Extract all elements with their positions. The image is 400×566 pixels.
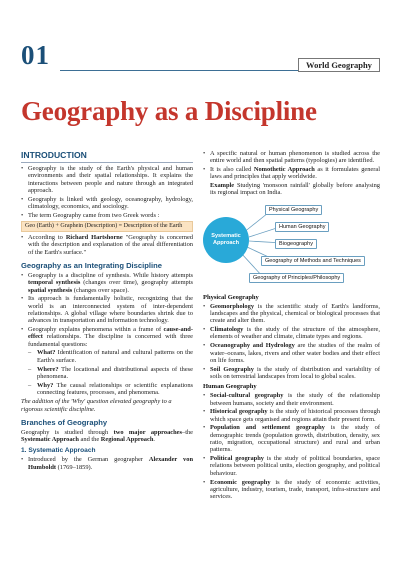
question-item xyxy=(21,366,193,381)
list-item xyxy=(203,392,380,407)
human-list xyxy=(203,392,380,500)
text: is the scientific study of Earth's landforms, landscapes and the physical, chemical or biological processes that create and alter them. xyxy=(210,302,380,325)
example-text xyxy=(210,182,380,197)
text: . xyxy=(153,436,155,444)
text: (1769–1859). xyxy=(56,463,93,471)
text: is the study of historical processes through which space gets organised and regions attain their present form. xyxy=(210,408,380,423)
list-item xyxy=(203,455,380,477)
list-item xyxy=(203,303,380,325)
term: Oceanography and Hydrology xyxy=(210,342,295,350)
text: Geography is studied through xyxy=(21,428,114,436)
chapter-title: Geography as a Discipline xyxy=(21,96,317,126)
term: Systematic Approach xyxy=(21,436,79,444)
term: Economic geography xyxy=(210,478,271,486)
intro-rule xyxy=(21,162,193,163)
text: –the xyxy=(182,428,194,436)
text: Studying 'monsoon rainfall' globally before analysing its regional impact on India. xyxy=(210,182,380,197)
branches-intro xyxy=(21,429,193,444)
list-item xyxy=(21,456,193,471)
term: Social-cultural geography xyxy=(210,392,284,400)
list-item: • Geography is the study of the Earth's physical and human environments and their spatial relationships. It explains the interactions between people and nature through an integrated approach. xyxy=(21,165,193,194)
physical-heading: Physical Geography xyxy=(203,293,259,301)
term: Soil Geography xyxy=(210,365,254,373)
term: cause-and-effect xyxy=(28,326,193,341)
list-item xyxy=(21,326,193,348)
text: "Geography is concerned with the description and explanation of the areal differentiation of the Earth's surface." xyxy=(28,234,194,256)
hartshorne-name: Richard Hartshorne xyxy=(65,234,123,242)
text: is the study of distribution and variability of soils on terrestrial landscapes from local to global scales. xyxy=(210,365,380,380)
text: It is also called xyxy=(210,166,254,174)
question-item xyxy=(21,349,193,364)
approach-list xyxy=(203,150,380,181)
diagram-node: Human Geography xyxy=(275,222,329,232)
text: Identification of natural and cultural patterns on the Earth's surface. xyxy=(37,349,193,364)
list-item xyxy=(203,366,380,381)
list-item xyxy=(21,234,193,256)
list-item xyxy=(203,408,380,423)
term: spatial synthesis xyxy=(28,286,73,294)
list-item xyxy=(21,272,193,294)
text: is the study of political boundaries, space relations between political units, election geography, and political behaviour. xyxy=(210,455,380,477)
term: Nomothetic Approach xyxy=(253,166,315,174)
left-column xyxy=(21,150,193,473)
text: and the xyxy=(78,436,101,444)
text: is the study of the relationship between humans, society and their environment. xyxy=(210,392,380,407)
diagram-node: Geography of Principles/Philosophy xyxy=(249,273,344,283)
term: Regional Approach xyxy=(100,436,154,444)
question-label: What? xyxy=(37,349,56,357)
right-column xyxy=(203,150,380,502)
chapter-number: 01 xyxy=(21,40,50,70)
note-text: The addition of the 'Why' question elevated geography to a rigorous scientific discipline. xyxy=(21,398,172,413)
text: is the study of demographic trends (population growth, distribution, density, sex ratio, migration, occupational structure) and rural and urban patterns. xyxy=(210,424,380,454)
diagram-node: Physical Geography xyxy=(265,205,322,215)
text: relationships. The discipline is concerned with three fundamental questions: xyxy=(28,333,193,348)
text: According to xyxy=(28,234,66,242)
diagram-node: Biogeography xyxy=(275,239,317,249)
text: Geography is a discipline of synthesis. While history attempts xyxy=(28,271,193,279)
question-item xyxy=(21,382,193,397)
example-label: Example xyxy=(210,182,235,190)
integrating-list xyxy=(21,272,193,396)
term: two major approaches xyxy=(113,428,182,436)
question-label: Why? xyxy=(37,381,54,389)
subject-label: World Geography xyxy=(298,58,380,72)
list-item xyxy=(203,479,380,501)
systematic-subheading: 1. Systematic Approach xyxy=(21,447,96,455)
intro-heading: INTRODUCTION xyxy=(21,150,87,160)
text: The locational and distributional aspects of these phenomena. xyxy=(37,365,193,380)
text: (changes over space). xyxy=(72,286,129,294)
text: Geography explains phenomena within a frame of xyxy=(28,326,164,334)
text: are the studies of the realm of water–oceans, lakes, rivers and other water bodies and their effect on life forms. xyxy=(210,342,381,364)
term: Geomorphology xyxy=(210,302,255,310)
greek-words-box: Geo (Earth) + Graphein (Description) = Description of the Earth xyxy=(21,221,193,232)
list-item xyxy=(203,166,380,181)
systematic-approach-diagram xyxy=(203,201,380,291)
term: Political geography xyxy=(210,455,264,463)
term: Alexander von Humboldt xyxy=(28,456,193,471)
text: is the study of economic activities, agriculture, industry, tourism, trade, transport, infra-structure and services. xyxy=(210,478,380,501)
text: is the study of the structure of the atmosphere, elements of weather and climate, climate types and regions. xyxy=(210,326,380,341)
text: The causal relationships or scientific explanations connecting features, processes, and phenomena. xyxy=(37,381,193,396)
list-item xyxy=(203,424,380,453)
hartshorne-list xyxy=(21,234,193,256)
branches-heading: Branches of Geography xyxy=(21,417,108,427)
text: (changes over time), geography attempts xyxy=(80,279,193,287)
list-item: • Its approach is fundamentally holistic, recognizing that the world is an interconnected system of inter-dependent relationships. A global village where boundaries shrink due to advances in transportation and information technology. xyxy=(21,295,193,324)
list-item: • The term Geography came from two Greek words : xyxy=(21,212,193,219)
term: Historical geography xyxy=(210,408,268,416)
physical-list xyxy=(203,303,380,380)
term: Population and settlement geography xyxy=(210,424,325,432)
diagram-node: Geography of Methods and Techniques xyxy=(261,256,365,266)
list-item: • Geography is linked with geology, oceanography, hydrology, climatology, economics, and sociology. xyxy=(21,196,193,211)
term: temporal synthesis xyxy=(28,279,81,287)
text: Introduced by the German geographer xyxy=(28,456,149,464)
intro-list xyxy=(21,165,193,219)
diagram-hub: Systematic Approach xyxy=(203,217,249,263)
question-label: Where? xyxy=(37,365,59,373)
human-heading: Human Geography xyxy=(203,383,257,391)
integrating-heading: Geography as an Integrating Discipline xyxy=(21,260,162,270)
list-item: • A specific natural or human phenomenon is studied across the entire world and then spatial patterns (typologies) are identified. xyxy=(203,150,380,165)
list-item xyxy=(203,342,380,364)
list-item xyxy=(203,326,380,341)
systematic-list xyxy=(21,456,193,471)
term: Climatology xyxy=(210,326,244,334)
text: as it formulates general laws and principles that apply worldwide. xyxy=(210,166,380,181)
